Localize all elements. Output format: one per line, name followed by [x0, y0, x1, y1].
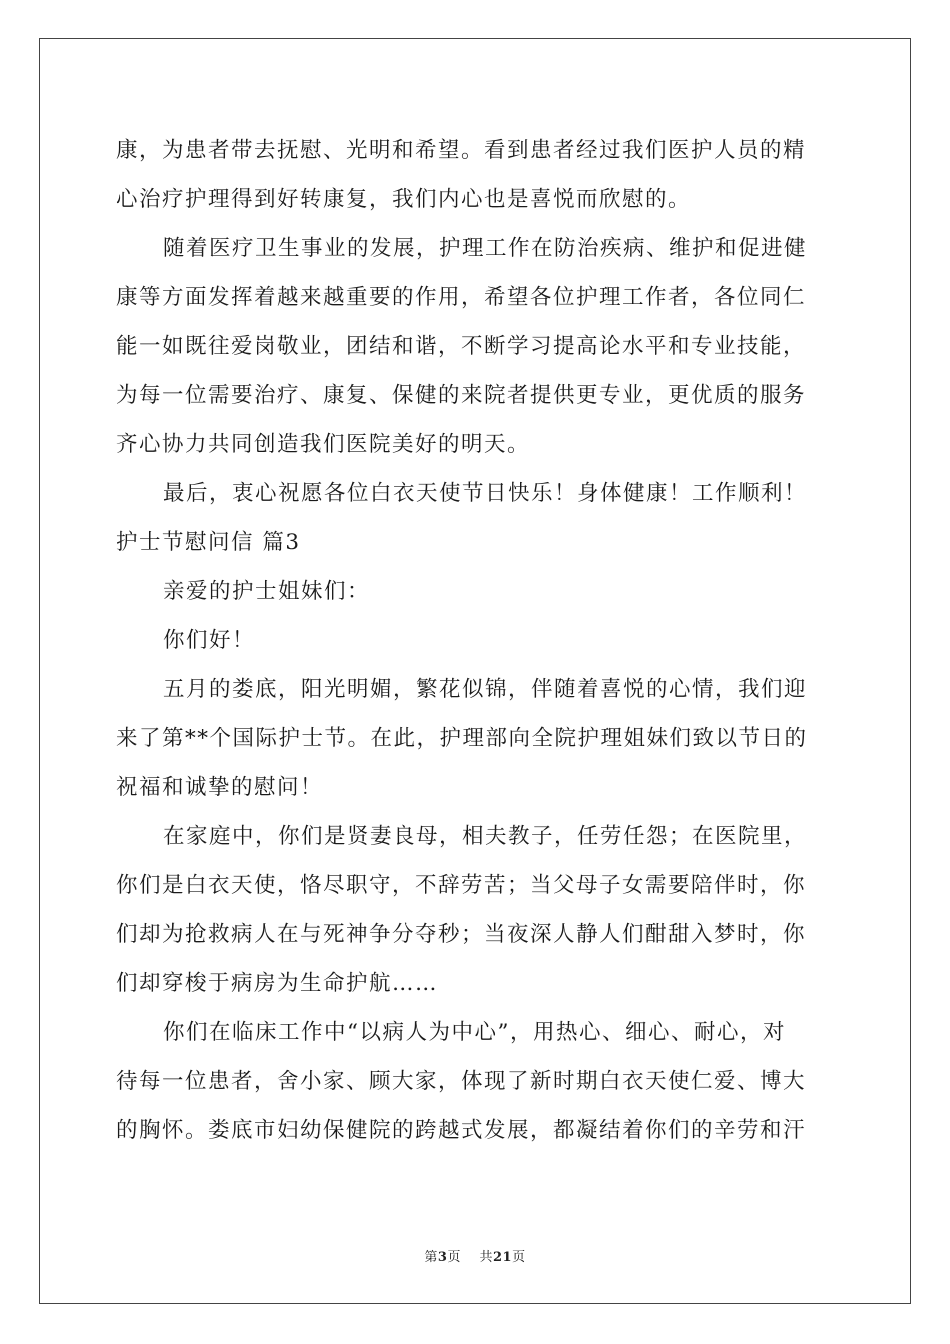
text-line: 你们在临床工作中“以病人为中心”，用热心、细心、耐心，对	[163, 1020, 786, 1045]
greeting: 你们好！	[163, 628, 256, 653]
text-line: 祝福和诚挚的慰问！	[116, 775, 324, 800]
text-line: 为每一位需要治疗、康复、保健的来院者提供更专业，更优质的服务	[116, 383, 807, 408]
text-line: 待每一位患者，舍小家、顾大家，体现了新时期白衣天使仁爱、博大	[116, 1069, 807, 1094]
text-line: 齐心协力共同创造我们医院美好的明天。	[116, 432, 531, 457]
text-line: 康等方面发挥着越来越重要的作用，希望各位护理工作者，各位同仁	[116, 285, 807, 310]
text-line: 们却为抢救病人在与死神争分夺秒；当夜深人静人们酣甜入梦时，你	[116, 922, 807, 947]
text-line: 最后，衷心祝愿各位白衣天使节日快乐！身体健康！工作顺利！	[163, 481, 808, 506]
text-line: 五月的娄底，阳光明媚，繁花似锦，伴随着喜悦的心情，我们迎	[163, 677, 808, 702]
text-line: 康，为患者带去抚慰、光明和希望。看到患者经过我们医护人员的精	[116, 138, 807, 163]
document-body	[116, 126, 838, 1155]
text-line: 的胸怀。娄底市妇幼保健院的跨越式发展，都凝结着你们的辛劳和汗	[116, 1118, 807, 1143]
page-total: 21	[492, 1250, 513, 1265]
page-current: 3	[437, 1250, 448, 1265]
text-line: 心治疗护理得到好转康复，我们内心也是喜悦而欣慰的。	[116, 187, 692, 212]
text-line: 在家庭中，你们是贤妻良母，相夫教子，任劳任怨；在医院里，	[163, 824, 808, 849]
page-footer	[0, 1246, 950, 1265]
text-line: 你们是白衣天使，恪尽职守，不辞劳苦；当父母子女需要陪伴时，你	[116, 873, 807, 898]
text-line: 能一如既往爱岗敬业，团结和谐，不断学习提高论水平和专业技能，	[116, 334, 807, 359]
salutation: 亲爱的护士姐妹们：	[163, 579, 371, 604]
text-line: 们却穿梭于病房为生命护航……	[116, 971, 439, 996]
page-mid: 页 共	[447, 1250, 493, 1265]
page-suffix: 页	[512, 1250, 526, 1265]
text-line: 来了第**个国际护士节。在此，护理部向全院护理姐妹们致以节日的	[116, 726, 808, 751]
page-prefix: 第	[424, 1250, 438, 1265]
text-line: 随着医疗卫生事业的发展，护理工作在防治疾病、维护和促进健	[163, 236, 808, 261]
section-heading: 护士节慰问信 篇3	[116, 530, 301, 555]
